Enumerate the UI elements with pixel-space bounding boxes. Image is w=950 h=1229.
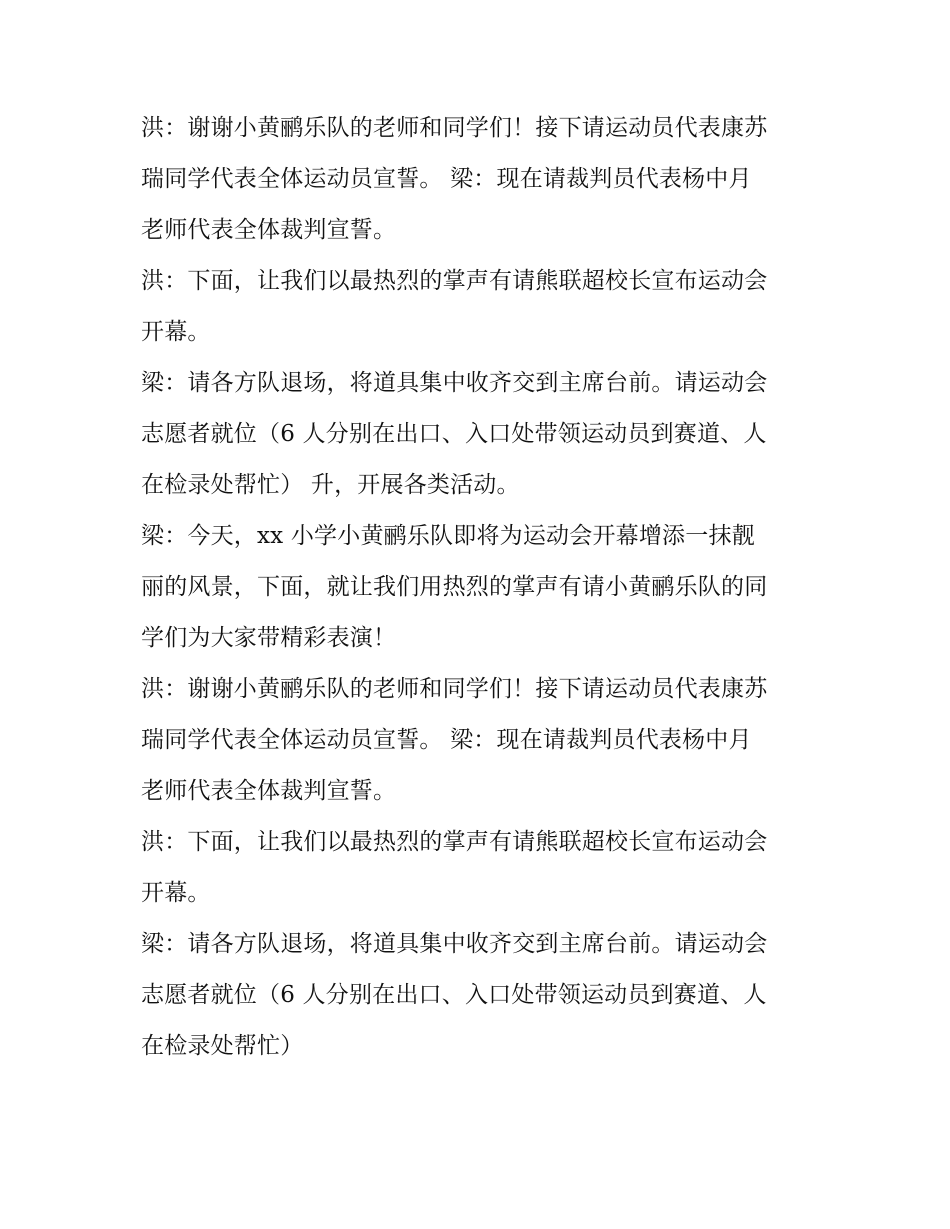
text-line: 洪：谢谢小黄鹂乐队的老师和同学们！接下请运动员代表康苏 xyxy=(141,676,768,702)
text-line: 瑞同学代表全体运动员宣誓。 梁：现在请裁判员代表杨中月 xyxy=(141,727,752,753)
text-line: 老师代表全体裁判宣誓。 xyxy=(141,778,397,804)
text-line: 志愿者就位（6 人分别在出口、入口处带领运动员到赛道、人 xyxy=(141,421,767,447)
text-line: 洪：谢谢小黄鹂乐队的老师和同学们！接下请运动员代表康苏 xyxy=(141,115,768,141)
text-line: 梁：今天，xx 小学小黄鹂乐队即将为运动会开幕增添一抹靓 xyxy=(141,523,755,549)
text-line: 志愿者就位（6 人分别在出口、入口处带领运动员到赛道、人 xyxy=(141,982,767,1008)
text-line: 洪：下面，让我们以最热烈的掌声有请熊联超校长宣布运动会 xyxy=(141,829,768,855)
text-line: 在检录处帮忙） xyxy=(141,1033,304,1059)
text-line: 开幕。 xyxy=(141,880,211,906)
text-line: 开幕。 xyxy=(141,319,211,345)
text-line: 梁：请各方队退场，将道具集中收齐交到主席台前。请运动会 xyxy=(141,370,768,396)
text-line: 丽的风景，下面，就让我们用热烈的掌声有请小黄鹂乐队的同 xyxy=(141,574,768,600)
text-line: 学们为大家带精彩表演！ xyxy=(141,625,397,651)
document-body xyxy=(141,103,821,1072)
text-line: 瑞同学代表全体运动员宣誓。 梁：现在请裁判员代表杨中月 xyxy=(141,166,752,192)
text-line: 在检录处帮忙） 升，开展各类活动。 xyxy=(141,472,520,498)
text-line: 梁：请各方队退场，将道具集中收齐交到主席台前。请运动会 xyxy=(141,931,768,957)
text-line: 老师代表全体裁判宣誓。 xyxy=(141,217,397,243)
text-line: 洪：下面，让我们以最热烈的掌声有请熊联超校长宣布运动会 xyxy=(141,268,768,294)
